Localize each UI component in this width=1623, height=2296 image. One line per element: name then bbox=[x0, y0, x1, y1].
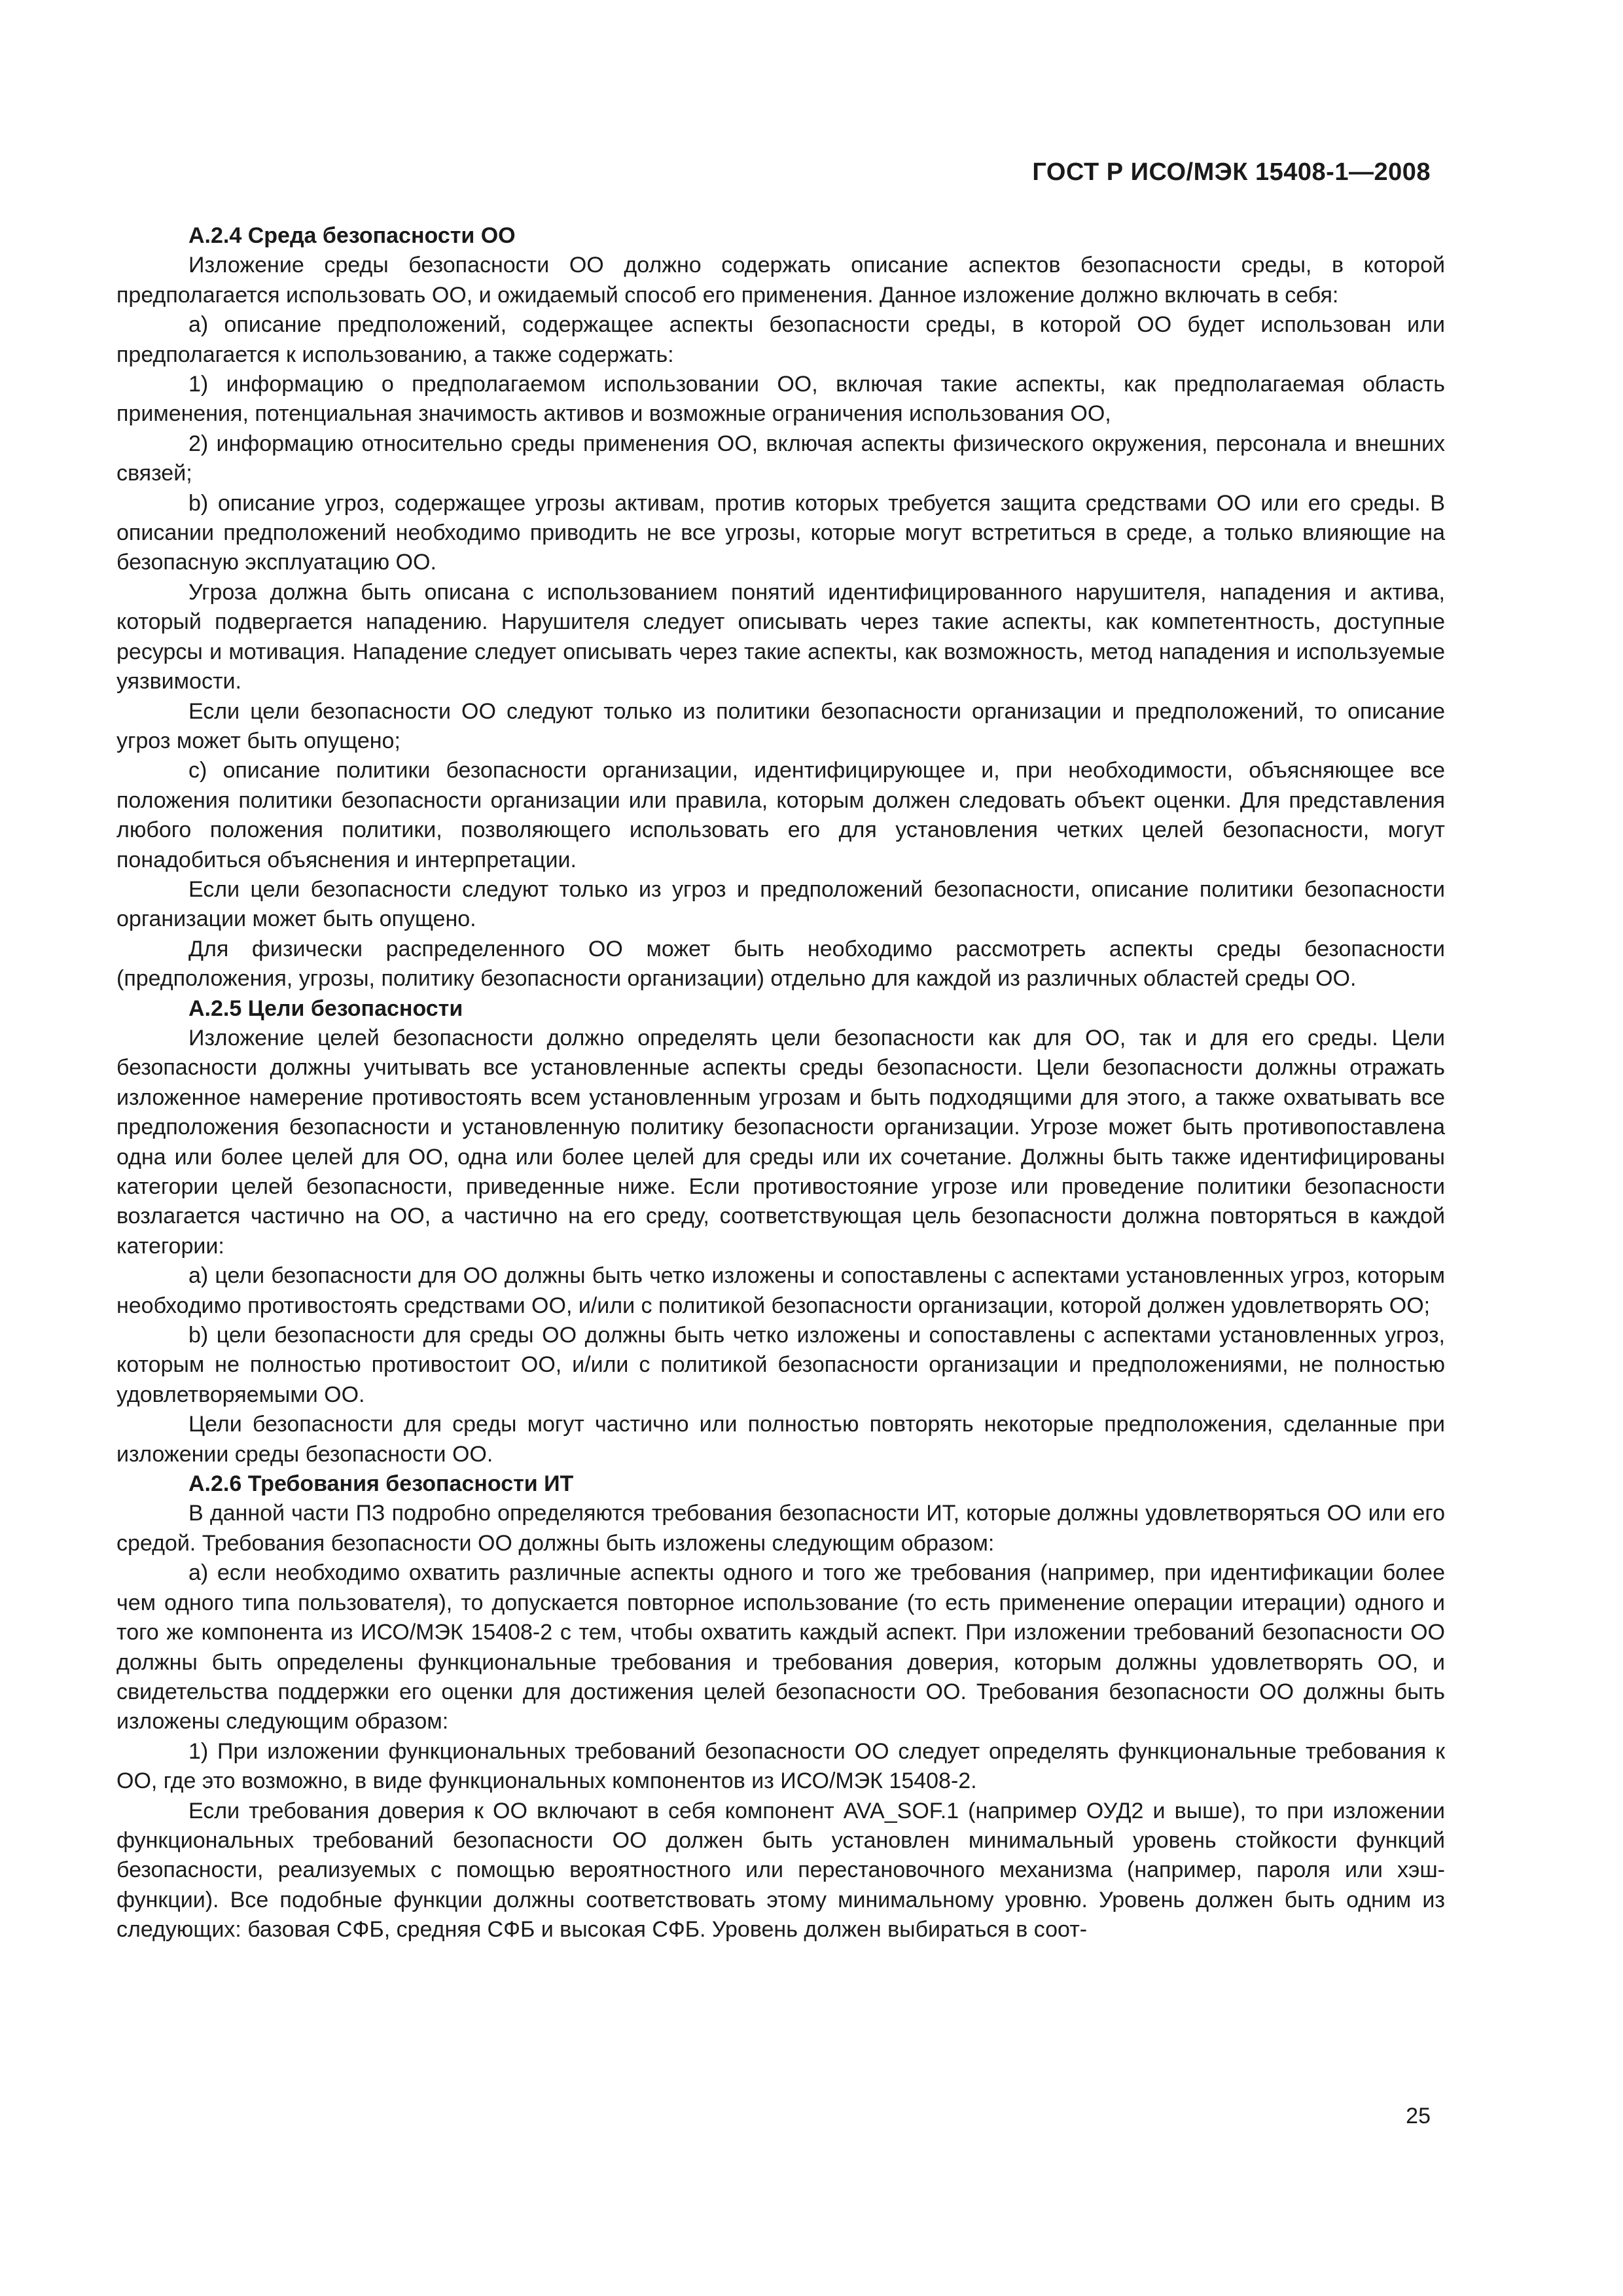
paragraph: Угроза должна быть описана с использованием понятий идентифицированного нарушителя, нападения и актива, который подвергается нападению. Нарушителя следует описывать через такие аспекты, как компетентность, доступные ресурсы и мотивация. Нападение следует описывать через такие аспекты, как возможность, метод нападения и используемые уязвимости. bbox=[116, 579, 1445, 694]
section-heading-a-2-5: А.2.5 Цели безопасности bbox=[188, 996, 463, 1021]
document-code-header: ГОСТ Р ИСО/МЭК 15408-1—2008 bbox=[1032, 158, 1431, 186]
section-heading-a-2-4: А.2.4 Среда безопасности ОО bbox=[188, 223, 516, 248]
page-number: 25 bbox=[1406, 2104, 1431, 2128]
paragraph: Цели безопасности для среды могут частично или полностью повторять некоторые предположения, сделанные при изложении среды безопасности ОО. bbox=[116, 1412, 1445, 1467]
paragraph: Если цели безопасности ОО следуют только из политики безопасности организации и предположений, то описание угроз может быть опущено; bbox=[116, 698, 1445, 753]
paragraph: Изложение целей безопасности должно определять цели безопасности как для ОО, так и для его среды. Цели безопасности должны учитывать все установленные аспекты среды безопасности. Цели безопасности должны отражать изложенное намерение противостоять всем установленным угрозам и быть подходящими для этого, а также охватывать все предположения безопасности и установленную политику безопасности организации. Угрозе может быть противопоставлена одна или более целей для ОО, одна или более целей для среды или их сочетание. Должны быть также идентифицированы категории целей безопасности, приведенные ниже. Если противостояние угрозе или проведение политики безопасности возлагается частично на ОО, а частично на его среду, соответствующая цель безопасности должна повторяться в каждой категории: bbox=[116, 1025, 1445, 1259]
sub-list-item-1: 1) При изложении функциональных требований безопасности ОО следует определять функциональные требования к ОО, где это возможно, в виде функциональных компонентов из ИСО/МЭК 15408-2. bbox=[116, 1738, 1445, 1794]
list-item-a: a) цели безопасности для ОО должны быть четко изложены и сопоставлены с аспектами установленных угроз, которым необходимо противостоять средствами ОО, и/или с политикой безопасности организации, которой должен удовлетворять ОО; bbox=[116, 1263, 1445, 1318]
paragraph: Если требования доверия к ОО включают в себя компонент AVA_SOF.1 (например ОУД2 и выше), то при изложении функциональных требований безопасности ОО должен быть установлен минимальный уровень стойкости функций безопасности, реализуемых с помощью вероятностного или перестановочного механизма (например, пароля или хэш-функции). Все подобные функции должны соответствовать этому минимальному уровню. Уровень должен быть одним из следующих: базовая СФБ, средняя СФБ и высокая СФБ. Уровень должен выбираться в соот- bbox=[116, 1798, 1445, 1943]
paragraph: Если цели безопасности следуют только из угроз и предположений безопасности, описание политики безопасности организации может быть опущено. bbox=[116, 876, 1445, 932]
paragraph: В данной части ПЗ подробно определяются требования безопасности ИТ, которые должны удовлетворяться ОО или его средой. Требования безопасности ОО должны быть изложены следующим образом: bbox=[116, 1501, 1445, 1556]
list-item-b: b) описание угроз, содержащее угрозы активам, против которых требуется защита средствами ОО или его среды. В описании предположений необходимо приводить не все угрозы, которые могут встретиться в среде, а только влияющие на безопасную эксплуатацию ОО. bbox=[116, 490, 1445, 575]
sub-list-item-1: 1) информацию о предполагаемом использовании ОО, включая такие аспекты, как предполагаемая область применения, потенциальная значимость активов и возможные ограничения использования ОО, bbox=[116, 372, 1445, 427]
paragraph: Для физически распределенного ОО может быть необходимо рассмотреть аспекты среды безопасности (предположения, угрозы, политику безопасности организации) отдельно для каждой из различных областей среды ОО. bbox=[116, 936, 1445, 992]
list-item-b: b) цели безопасности для среды ОО должны быть четко изложены и сопоставлены с аспектами установленных угроз, которым не полностью противостоит ОО, и/или с политикой безопасности организации и предположениями, не полностью удовлетворяемыми ОО. bbox=[116, 1323, 1445, 1407]
paragraph: Изложение среды безопасности ОО должно содержать описание аспектов безопасности среды, в которой предполагается использовать ОО, и ожидаемый способ его применения. Данное изложение должно включать в себя: bbox=[116, 253, 1445, 308]
sub-list-item-2: 2) информацию относительно среды применения ОО, включая аспекты физического окружения, персонала и внешних связей; bbox=[116, 431, 1445, 486]
list-item-c: c) описание политики безопасности организации, идентифицирующее и, при необходимости, объясняющее все положения политики безопасности организации или правила, которым должен следовать объект оценки. Для представления любого положения политики, позволяющего использовать его для установления четких целей безопасности, могут понадобиться объяснения и интерпретации. bbox=[116, 758, 1445, 872]
list-item-a: a) описание предположений, содержащее аспекты безопасности среды, в которой ОО будет использован или предполагается к использованию, а также содержать: bbox=[116, 312, 1445, 367]
list-item-a: a) если необходимо охватить различные аспекты одного и того же требования (например, при идентификации более чем одного типа пользователя), то допускается повторное использование (то есть применение операции итерации) одного и того же компонента из ИСО/МЭК 15408-2 с тем, чтобы охватить каждый аспект. При изложении требований безопасности ОО должны быть определены функциональные требования и требования доверия, которым должны удовлетворять ОО, и свидетельства поддержки его оценки для достижения целей безопасности ОО. Требования безопасности ОО должны быть изложены следующим образом: bbox=[116, 1560, 1445, 1734]
section-heading-a-2-6: А.2.6 Требования безопасности ИТ bbox=[188, 1471, 574, 1497]
page-body bbox=[116, 221, 1445, 1945]
